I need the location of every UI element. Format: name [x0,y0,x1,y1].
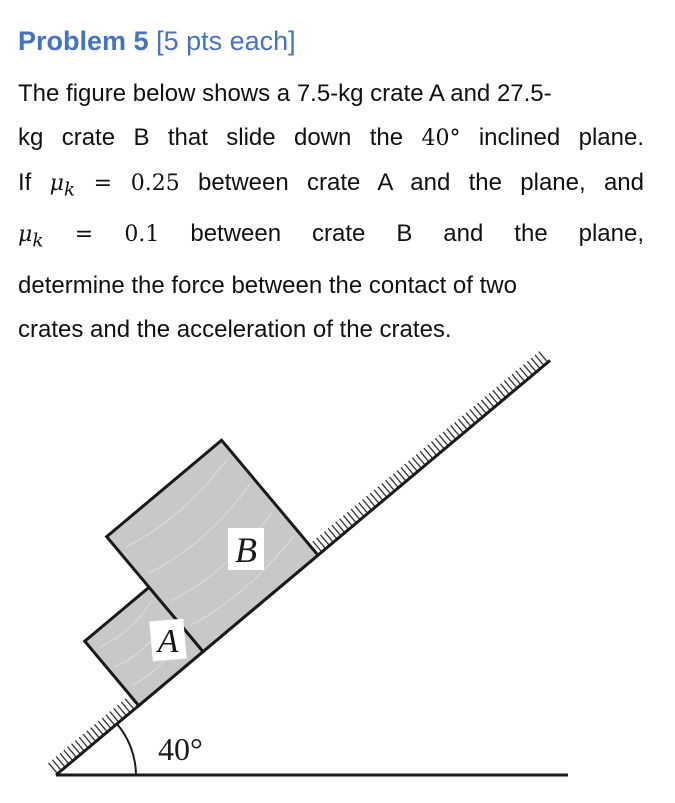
mu-subscript-b: k [32,230,44,252]
crate-b-label: B [235,530,257,570]
statement-line-4 [18,212,644,263]
mu-k-crate-a [49,171,180,201]
mu-b-value: = 0.1 [43,222,160,248]
statement-line-5: determine the force between the contact of two [18,271,517,299]
problem-points: [5 pts each] [156,26,296,56]
statement-line-3-pre: If [18,169,50,196]
mu-symbol-b: μ [18,222,33,248]
angle-arc [117,724,136,775]
angle-label: 40° [158,731,203,767]
incline-angle-value: 40° [421,126,461,151]
problem-title: Problem 5 [18,26,149,56]
problem-heading [18,26,296,57]
statement-line-1: The figure below shows a 7.5-kg crate A and 27.5- [18,80,552,107]
statement-line-6: crates and the acceleration of the crates. [18,315,452,343]
incline-figure [0,330,675,798]
statement-line-2-pre: kg crate B that slide down the [18,124,422,151]
statement-line-3-post: between crate A and the plane, and [179,169,645,196]
mu-k-crate-b [18,222,160,252]
statement-line-3 [18,161,644,212]
incline-plane [0,330,550,775]
statement-line-2 [18,116,644,161]
statement-line-4-post: between crate B and the plane, [159,220,644,248]
incline-diagram [0,330,675,798]
mu-subscript: k [63,179,76,201]
statement-line-2-post: inclined plane. [460,124,644,151]
mu-a-value: = 0.25 [75,171,180,196]
problem-statement [18,72,644,352]
mu-symbol: μ [49,171,64,196]
crate-a-label: A [157,623,179,660]
